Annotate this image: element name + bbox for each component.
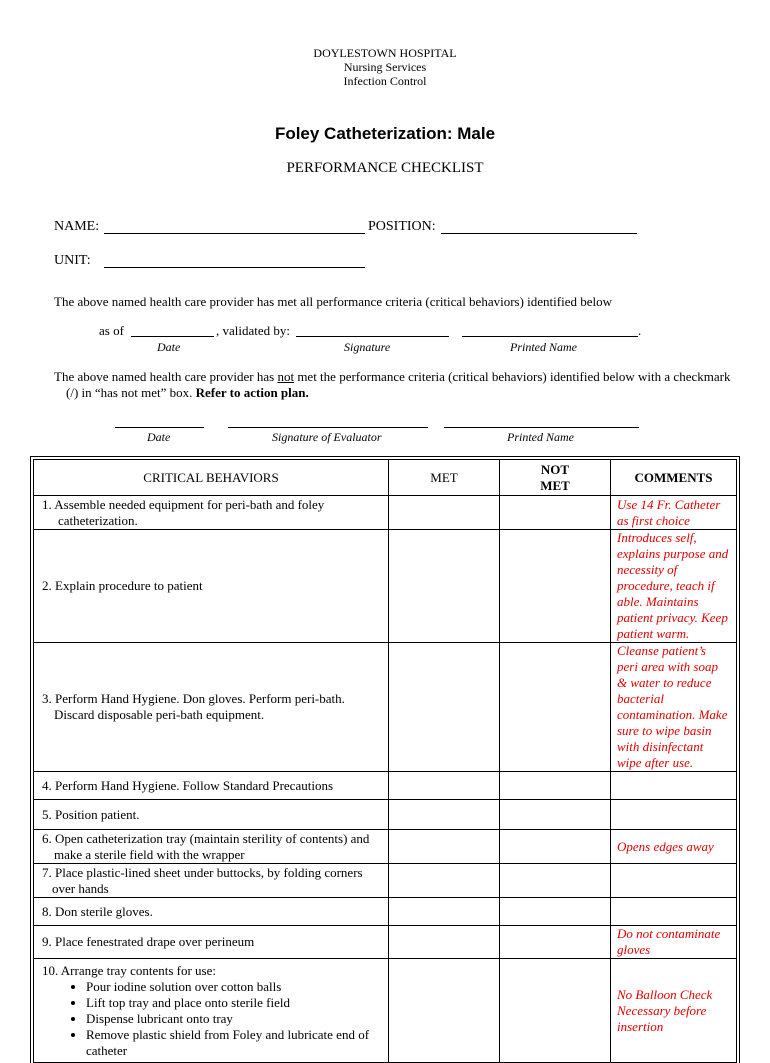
- list-item: • Remove plastic shield from Foley and lubricate end of catheter: [86, 1027, 382, 1059]
- comment-cell: Introduces self, explains purpose and necessity of procedure, teach if able. Maintains patient privacy. Keep patient warm.: [611, 530, 737, 643]
- comment-cell: Do not contaminate gloves: [611, 926, 737, 959]
- header-comments: COMMENTS: [611, 460, 737, 496]
- table-row: [34, 864, 737, 898]
- printed-name-field-line-2[interactable]: [444, 427, 639, 428]
- list-item: • Lift top tray and place onto sterile field: [86, 995, 382, 1011]
- critical-behaviors-table: [33, 459, 737, 1063]
- behavior-cell: [34, 959, 389, 1063]
- period: .: [638, 323, 642, 338]
- not-met-checkbox[interactable]: [500, 643, 611, 772]
- met-checkbox[interactable]: [389, 643, 500, 772]
- evaluator-signature-caption: Signature of Evaluator: [272, 430, 382, 444]
- behavior-text: 1. Assemble needed equipment for peri-bath and foley catheterization.: [42, 496, 325, 528]
- printed-name-caption: Printed Name: [510, 340, 577, 354]
- header-met: MET: [389, 460, 500, 496]
- behavior-cell: 5. Position patient.: [34, 800, 389, 830]
- not-met-checkbox[interactable]: [500, 959, 611, 1063]
- behavior-cell: [34, 830, 389, 864]
- unit-name: Infection Control: [343, 74, 427, 88]
- behavior-text: 7. Place plastic-lined sheet under buttocks, by folding corners over hands: [42, 864, 363, 896]
- met-checkbox[interactable]: [389, 926, 500, 959]
- statement-not-met-part2: met the performance criteria (critical behaviors) identified below with a checkmark: [294, 369, 731, 384]
- hospital-name: DOYLESTOWN HOSPITAL: [313, 46, 457, 60]
- statement-not-met-not: not: [277, 369, 295, 384]
- behavior-cell: [34, 496, 389, 530]
- met-checkbox[interactable]: [389, 530, 500, 643]
- signature-caption: Signature: [344, 340, 391, 354]
- table-row: [34, 959, 737, 1063]
- signature-field-line[interactable]: [296, 336, 449, 337]
- document-subtitle: PERFORMANCE CHECKLIST: [286, 160, 484, 176]
- printed-name-field-line[interactable]: [462, 336, 638, 337]
- met-checkbox[interactable]: [389, 864, 500, 898]
- comment-cell: [611, 800, 737, 830]
- behavior-cell: 2. Explain procedure to patient: [34, 530, 389, 643]
- position-field-line[interactable]: [441, 233, 637, 234]
- statement-not-met: [54, 369, 754, 385]
- table-row: [34, 926, 737, 959]
- validated-by-label: , validated by:: [216, 323, 291, 338]
- not-met-checkbox[interactable]: [500, 830, 611, 864]
- table-row: [34, 830, 737, 864]
- behavior-cell: [34, 864, 389, 898]
- table-header-row: [34, 460, 737, 496]
- behavior-cell: 4. Perform Hand Hygiene. Follow Standard Precautions: [34, 772, 389, 800]
- bullet-list: [42, 979, 382, 1059]
- date-caption: Date: [157, 340, 181, 354]
- behavior-cell: [34, 643, 389, 772]
- unit-field-line[interactable]: [104, 267, 365, 268]
- behavior-text: 10. Arrange tray contents for use:: [42, 962, 217, 978]
- met-checkbox[interactable]: [389, 772, 500, 800]
- behavior-text: 6. Open catheterization tray (maintain sterility of contents) and make a sterile field with the wrapper: [42, 830, 370, 862]
- met-checkbox[interactable]: [389, 830, 500, 864]
- met-checkbox[interactable]: [389, 959, 500, 1063]
- not-met-checkbox[interactable]: [500, 898, 611, 926]
- met-checkbox[interactable]: [389, 496, 500, 530]
- list-item: • Dispense lubricant onto tray: [86, 1011, 382, 1027]
- evaluator-signature-line[interactable]: [228, 427, 428, 428]
- table-row: [34, 496, 737, 530]
- header-not-met-line1: NOT: [540, 461, 570, 477]
- list-item: • Pour iodine solution over cotton balls: [86, 979, 382, 995]
- date-field-line-2[interactable]: [115, 427, 204, 428]
- table-row: [34, 643, 737, 772]
- as-of-label: as of: [99, 323, 124, 338]
- statement-not-met-part3: (/) in “has not met” box.: [66, 385, 196, 400]
- behavior-text: 3. Perform Hand Hygiene. Don gloves. Perform peri-bath. Discard disposable peri-bath equipment.: [42, 691, 345, 722]
- statement-met: The above named health care provider has met all performance criteria (critical behaviors) identified below: [54, 294, 613, 309]
- comment-cell: Use 14 Fr. Catheter as first choice: [611, 496, 737, 530]
- table-row: [34, 772, 737, 800]
- behavior-cell: 9. Place fenestrated drape over perineum: [34, 926, 389, 959]
- not-met-checkbox[interactable]: [500, 772, 611, 800]
- department-name: Nursing Services: [343, 60, 427, 74]
- met-checkbox[interactable]: [389, 898, 500, 926]
- document-title: Foley Catheterization: Male: [274, 124, 496, 143]
- unit-label: UNIT:: [54, 253, 91, 268]
- comment-cell: Cleanse patient’s peri area with soap & water to reduce bacterial contamination. Make sure to wipe basin with disinfectant wipe after use.: [611, 643, 737, 772]
- comment-cell: [611, 772, 737, 800]
- behavior-cell: 8. Don sterile gloves.: [34, 898, 389, 926]
- met-checkbox[interactable]: [389, 800, 500, 830]
- not-met-checkbox[interactable]: [500, 800, 611, 830]
- not-met-checkbox[interactable]: [500, 926, 611, 959]
- header-critical-behaviors: CRITICAL BEHAVIORS: [34, 460, 389, 496]
- date-caption-2: Date: [147, 430, 171, 444]
- comment-cell: [611, 864, 737, 898]
- table-row: [34, 898, 737, 926]
- not-met-checkbox[interactable]: [500, 530, 611, 643]
- position-label: POSITION:: [368, 219, 436, 234]
- comment-cell: Opens edges away: [611, 830, 737, 864]
- date-field-line[interactable]: [131, 336, 214, 337]
- name-label: NAME:: [54, 219, 100, 234]
- table-row: [34, 530, 737, 643]
- comment-cell: [611, 898, 737, 926]
- name-field-line[interactable]: [104, 233, 365, 234]
- statement-not-met-line2: [66, 385, 746, 401]
- not-met-checkbox[interactable]: [500, 496, 611, 530]
- header-not-met-line2: MET: [540, 477, 570, 493]
- not-met-checkbox[interactable]: [500, 864, 611, 898]
- printed-name-caption-2: Printed Name: [507, 430, 574, 444]
- table-row: [34, 800, 737, 830]
- refer-action-plan: Refer to action plan.: [195, 385, 309, 400]
- header-not-met: [500, 460, 611, 496]
- comment-cell: No Balloon Check Necessary before insertion: [611, 959, 737, 1063]
- statement-not-met-part1: The above named health care provider has: [54, 369, 278, 384]
